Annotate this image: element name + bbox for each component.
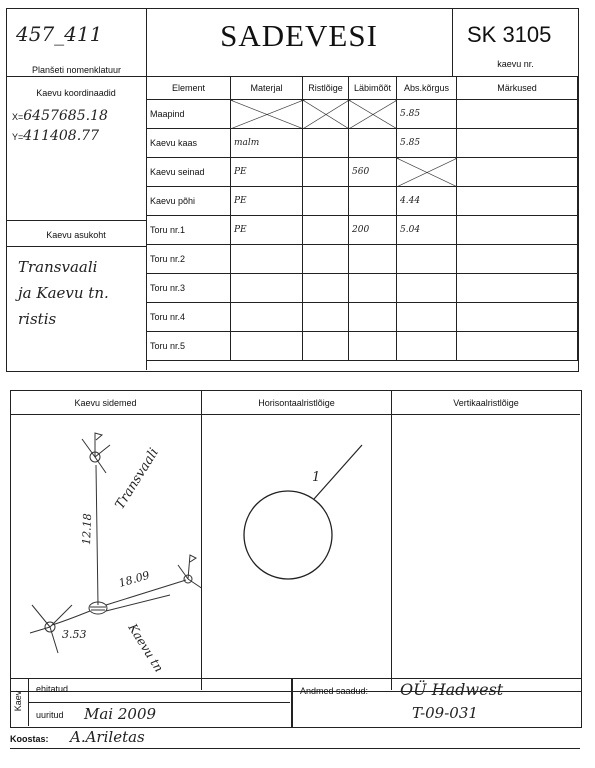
table-row [147, 129, 578, 158]
koostas-underline [10, 748, 580, 749]
notes-cell [457, 129, 578, 158]
column-header: Materjal [231, 77, 303, 100]
panel-title-horisontaal: Horisontaalristlõige [258, 398, 335, 408]
diameter-cell [349, 187, 397, 216]
material-cell: PE [231, 216, 303, 245]
material-cell [231, 274, 303, 303]
cross-section-cell [303, 332, 349, 361]
table-row [147, 187, 578, 216]
notes-cell [457, 274, 578, 303]
abs-height-cell: 5.85 [397, 100, 457, 129]
material-cell [231, 303, 303, 332]
table-row [147, 245, 578, 274]
diameter-cell: 200 [349, 216, 397, 245]
well-id: SK 3105 [467, 22, 552, 47]
well-id-cell [452, 8, 578, 77]
andmed-label: Andmed saadud: [300, 686, 369, 696]
element-cell: Kaevu seinad [147, 158, 231, 187]
sheet-code: 457_411 [16, 22, 103, 46]
column-header: Element [147, 77, 231, 100]
table-row [147, 303, 578, 332]
pipe-1-line [314, 445, 362, 499]
material-cell [231, 332, 303, 361]
abs-height-cell: 5.85 [397, 129, 457, 158]
table-row [147, 158, 578, 187]
element-cell: Toru nr.3 [147, 274, 231, 303]
main-manhole-hatch [90, 607, 106, 610]
table-row [147, 332, 578, 361]
abs-height-cell [397, 245, 457, 274]
sketch-distance-2: 18.09 [117, 568, 152, 590]
column-header: Märkused [457, 77, 578, 100]
cross-section-cell [303, 274, 349, 303]
well-id-label: kaevu nr. [497, 59, 534, 69]
material-cell: PE [231, 187, 303, 216]
andmed-line-1: OÜ Hadwest [400, 680, 504, 699]
location-line-2: ja Kaevu tn. [18, 284, 109, 302]
panel-title-vertikaal: Vertikaalristlõige [453, 398, 519, 408]
element-cell: Kaevu kaas [147, 129, 231, 158]
x-prefix: X= [12, 112, 24, 122]
crossed-cell [349, 100, 397, 129]
diameter-cell [349, 303, 397, 332]
x-value: 6457685.18 [23, 108, 108, 124]
abs-height-cell [397, 303, 457, 332]
y-value: 411408.77 [23, 128, 99, 144]
table-row [147, 100, 578, 129]
notes-cell [457, 303, 578, 332]
sheet-code-cell [6, 8, 147, 77]
location-block [6, 220, 147, 370]
element-table [146, 76, 578, 361]
abs-height-cell [397, 274, 457, 303]
y-coordinate [12, 128, 99, 144]
y-prefix: Y= [12, 132, 24, 142]
notes-cell [457, 216, 578, 245]
notes-cell [457, 158, 578, 187]
material-cell: PE [231, 158, 303, 187]
sheet-label: Planšeti nomenklatuur [32, 65, 122, 75]
location-line-3: ristis [18, 310, 57, 328]
notes-cell [457, 187, 578, 216]
cross-section-cell [303, 245, 349, 274]
crossed-cell [231, 100, 303, 129]
location-label: Kaevu asukoht [6, 230, 146, 247]
location-line-1: Transvaali [18, 258, 98, 276]
table-row [147, 216, 578, 245]
column-header: Läbimõõt [349, 77, 397, 100]
pipe-curve [52, 611, 90, 625]
pipe-1-label: 1 [312, 470, 321, 485]
element-cell: Maapind [147, 100, 231, 129]
element-cell: Toru nr.1 [147, 216, 231, 245]
cross-section-cell [303, 303, 349, 332]
page-title: SADEVESI [220, 18, 378, 53]
sketch-distance-3: 3.53 [62, 628, 87, 641]
diameter-cell [349, 274, 397, 303]
panel-title-sidemed: Kaevu sidemed [74, 398, 137, 408]
diameter-cell [349, 332, 397, 361]
table-header-row [147, 77, 578, 100]
pipe-arrow-east [178, 565, 201, 591]
diameter-cell [349, 129, 397, 158]
abs-height-cell: 4.44 [397, 187, 457, 216]
cross-section-cell [303, 158, 349, 187]
kaev-row-divider [28, 702, 290, 703]
notes-cell [457, 332, 578, 361]
uuritud-value: Mai 2009 [84, 705, 157, 723]
sketch-street-1: Transvaali [112, 445, 162, 513]
coordinates-label: Kaevu koordinaadid [36, 88, 116, 98]
notes-cell [457, 245, 578, 274]
andmed-line-2: T-09-031 [412, 704, 478, 722]
uuritud-label: uuritud [36, 710, 64, 720]
ehitatud-label: ehitatud [36, 684, 69, 694]
kaev-label: Kaev [13, 690, 23, 712]
cross-section-cell [303, 216, 349, 245]
sketch-distance-1: 12.18 [80, 513, 95, 546]
abs-height-cell [397, 332, 457, 361]
material-cell: malm [231, 129, 303, 158]
horizontal-cross-section [202, 415, 391, 690]
cross-section-cell [303, 129, 349, 158]
x-coordinate [12, 108, 108, 124]
element-cell: Kaevu põhi [147, 187, 231, 216]
crossed-cell [303, 100, 349, 129]
element-cell: Toru nr.5 [147, 332, 231, 361]
column-header: Abs.kõrgus [397, 77, 457, 100]
sketch-street-2: Kaevu tn [125, 621, 166, 675]
crossed-cell [397, 158, 457, 187]
diameter-cell: 560 [349, 158, 397, 187]
column-header: Ristlõige [303, 77, 349, 100]
pipe-curve-east [106, 595, 170, 611]
notes-cell [457, 100, 578, 129]
cross-section-cell [303, 187, 349, 216]
abs-height-cell: 5.04 [397, 216, 457, 245]
koostas-label: Koostas: [10, 734, 49, 744]
panel-divider [391, 390, 392, 690]
location-sketch [10, 415, 201, 690]
coordinates-block [6, 76, 147, 221]
material-cell [231, 245, 303, 274]
table-row [147, 274, 578, 303]
well-circle [244, 491, 332, 579]
diameter-cell [349, 245, 397, 274]
element-cell: Toru nr.2 [147, 245, 231, 274]
koostas-value: A.Ariletas [70, 728, 145, 746]
tie-line-north [96, 465, 98, 605]
element-cell: Toru nr.4 [147, 303, 231, 332]
